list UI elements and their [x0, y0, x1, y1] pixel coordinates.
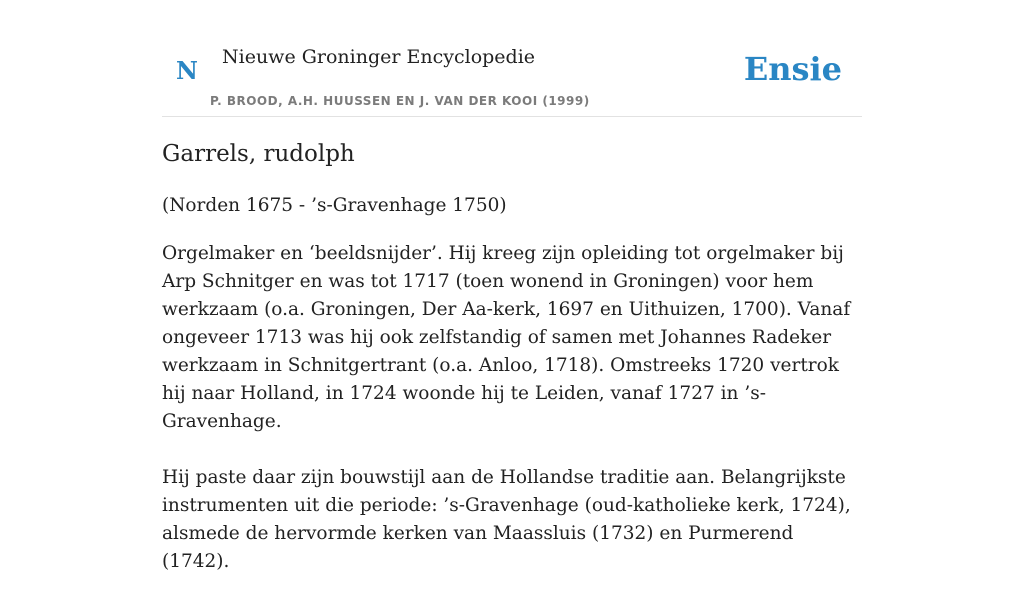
entry-title: Garrels, rudolph	[162, 141, 355, 167]
publication-title[interactable]: Nieuwe Groninger Encyclopedie	[222, 46, 536, 68]
entry-paragraph: Orgelmaker en ‘beeldsnijder’. Hij kreeg zijn opleiding tot orgelmaker bij Arp Schnitger en was tot 1717 (toen wonend in Groningen) voor hem werkzaam (o.a. Groningen, Der Aa-kerk, 1697 en Uithuizen, 1700). Vanaf ongeveer 1713 was hij ook zelfstandig of samen met Johannes Radeker werkzaam in Schnitgertrant (o.a. Anloo, 1718). Omstreeks 1720 vertrok hij naar Holland, in 1724 woonde hij te Leiden, vanaf 1727 in ’s-Gravenhage.	[162, 243, 851, 432]
entry-body	[162, 240, 862, 604]
brand-logo-link[interactable]: Ensie	[743, 50, 842, 88]
publication-authors: P. BROOD, A.H. HUUSSEN EN J. VAN DER KOOI (1999)	[210, 94, 590, 108]
entry-paragraph: Hij paste daar zijn bouwstijl aan de Hollandse traditie aan. Belangrijkste instrumenten uit die periode: ’s-Gravenhage (oud-katholieke kerk, 1724), alsmede de hervormde kerken van Maassluis (1732) en Purmerend (1742).	[162, 467, 851, 572]
page-container	[162, 0, 862, 572]
publication-logo[interactable]: N	[176, 56, 198, 85]
entry-lifespan: (Norden 1675 - ’s-Gravenhage 1750)	[162, 195, 507, 216]
publication-header	[162, 0, 862, 117]
